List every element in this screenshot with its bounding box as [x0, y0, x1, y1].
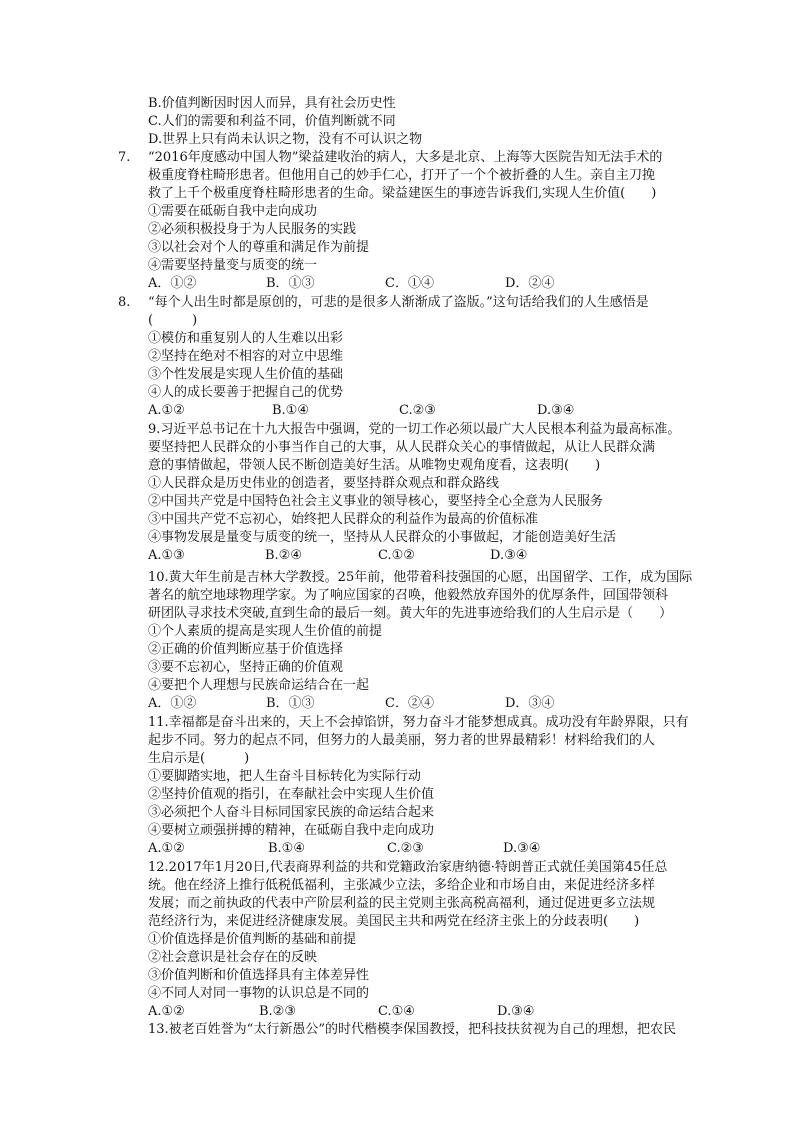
q11-stem-line: 起步不同。努力的起点不同，但努力的人最美丽，努力者的世界最精彩！材料给我们的人 [148, 733, 656, 748]
q9-choice-a: A.①③ [148, 548, 185, 563]
q7-item: ①需要在砥砺自我中走向成功 [148, 204, 318, 219]
q8-item: ①模仿和重复别人的人生难以出彩 [148, 331, 344, 346]
q8-choice-d: D.③④ [537, 403, 575, 418]
q9-stem-line: 9.习近平总书记在十九大报告中强调，党的一切工作必须以最广大人民根本利益为最高标准。 [148, 422, 681, 437]
q7-stem-line: “2016年度感动中国人物”梁益建收治的病人，大多是北京、上海等大医院告知无法手术的 [148, 150, 663, 165]
q6-option-b: B.价值判断因时因人而异，具有社会历史性 [148, 96, 396, 111]
q11-choice-b: B.①④ [268, 841, 305, 856]
q11-item: ②坚持价值观的指引，在奉献社会中实现人生价值 [148, 787, 435, 802]
q10-item: ①个人素质的提高是实现人生价值的前提 [148, 624, 383, 639]
q11-stem-line: 生启示是( ) [148, 751, 250, 766]
q9-choice-d: D.③④ [490, 548, 528, 563]
q9-stem-line: 要坚持把人民群众的小事当作自己的大事，从人民群众关心的事情做起，从让人民群众满 [148, 440, 656, 455]
q8-stem-line: ( ) [148, 313, 198, 328]
q7-choice-d: D．②④ [505, 276, 555, 291]
q8-item: ④人的成长要善于把握自己的优势 [148, 385, 344, 400]
q11-choice-c: C.②③ [387, 841, 424, 856]
q12-choice-b: B.②③ [259, 1004, 296, 1019]
q12-stem-line: 12.2017年1月20日,代表商界利益的共和党籍政治家唐纳德·特朗普正式就任美国第45任总 [148, 860, 668, 875]
q9-stem-line: 意的事情做起，带领人民不断创造美好生活。从唯物史观角度看，这表明( ) [148, 458, 601, 473]
q6-option-c: C.人们的需要和利益不同，价值判断就不同 [148, 114, 396, 129]
q8-number: 8. [118, 295, 131, 310]
q7-choice-a: A．①② [148, 276, 197, 291]
q8-stem-line: “每个人出生时都是原创的，可悲的是很多人渐渐成了盗版。”这句话给我们的人生感悟是 [148, 295, 649, 310]
q7-choice-b: B．①③ [266, 276, 315, 291]
q8-item: ③个性发展是实现人生价值的基础 [148, 367, 344, 382]
q10-choice-a: A．①② [148, 696, 197, 711]
q12-item: ①价值选择是价值判断的基础和前提 [148, 932, 357, 947]
q8-item: ②坚持在绝对不相容的对立中思维 [148, 349, 344, 364]
q12-choice-d: D.③④ [497, 1004, 535, 1019]
q10-stem-line: 研团队寻求技术突破,直到生命的最后一刻。黄大年的先进事迹给我们的人生启示是（ ） [148, 606, 673, 621]
q10-stem-line: 10.黄大年生前是吉林大学教授。25年前，他带着科技强国的心愿，出国留学、工作，成为国际 [148, 570, 693, 585]
q10-stem-line: 著名的航空地球物理学家。为了响应国家的召唤，他毅然放弃国外的优厚条件，回国带领科 [148, 588, 669, 603]
q12-choice-a: A.①② [148, 1004, 185, 1019]
q9-item: ③中国共产党不忘初心，始终把人民群众的利益作为最高的价值标准 [148, 512, 539, 527]
q7-stem-line: 极重度脊柱畸形患者。但他用自己的妙手仁心，打开了一个个被折叠的人生。亲自主刀挽 [148, 168, 656, 183]
q10-item: ②正确的价值判断应基于价值选择 [148, 642, 344, 657]
q7-item: ③以社会对个人的尊重和满足作为前提 [148, 240, 370, 255]
q13-stem-line: 13.被老百姓誉为“太行新愚公”的时代楷模李保国教授，把科技扶贫视为自己的理想，把农民 [148, 1022, 676, 1037]
q9-choice-b: B.②④ [265, 548, 302, 563]
q12-stem-line: 发展；而之前执政的代表中产阶层利益的民主党则主张高税高福利，通过促进更多立法规 [148, 896, 656, 911]
q11-item: ③必须把个人奋斗目标同国家民族的命运结合起来 [148, 805, 435, 820]
q8-choice-b: B.①④ [272, 403, 309, 418]
q7-choice-c: C．①④ [385, 276, 434, 291]
q9-choice-c: C.①② [378, 548, 415, 563]
q10-item: ③要不忘初心，坚持正确的价值观 [148, 660, 344, 675]
q9-item: ④事物发展是量变与质变的统一，坚持从人民群众的小事做起，才能创造美好生活 [148, 530, 617, 545]
q10-choice-d: D．③④ [505, 696, 555, 711]
q12-stem-line: 范经济行为，来促进经济健康发展。美国民主共和两党在经济主张上的分歧表明( ) [148, 914, 640, 929]
q12-item: ④不同人对同一事物的认识总是不同的 [148, 986, 370, 1001]
q8-choice-a: A.①② [148, 403, 185, 418]
q11-item: ④要树立顽强拼搏的精神，在砥砺自我中走向成功 [148, 823, 435, 838]
q12-choice-c: C.①④ [378, 1004, 415, 1019]
q12-item: ③价值判断和价值选择具有主体差异性 [148, 968, 370, 983]
q10-choice-b: B．①③ [266, 696, 315, 711]
q11-item: ①要脚踏实地，把人生奋斗目标转化为实际行动 [148, 769, 422, 784]
q9-item: ①人民群众是历史伟业的创造者，要坚持群众观点和群众路线 [148, 476, 500, 491]
q8-choice-c: C.②③ [399, 403, 436, 418]
q11-choice-d: D.③④ [503, 841, 541, 856]
q7-item: ④需要坚持量变与质变的统一 [148, 258, 318, 273]
q7-item: ②必须积极投身于为人民服务的实践 [148, 222, 357, 237]
q10-choice-c: C．②④ [385, 696, 434, 711]
q11-choice-a: A.①② [148, 841, 185, 856]
q11-stem-line: 11.幸福都是奋斗出来的，天上不会掉馅饼，努力奋斗才能梦想成真。成功没有年龄界限，只有 [148, 715, 689, 730]
q10-item: ④要把个人理想与民族命运结合在一起 [148, 678, 370, 693]
q9-item: ②中国共产党是中国特色社会主义事业的领导核心，要坚持全心全意为人民服务 [148, 494, 604, 509]
q12-item: ②社会意识是社会存在的反映 [148, 950, 318, 965]
q7-number: 7. [118, 150, 131, 165]
q6-option-d: D.世界上只有尚未认识之物，没有不可认识之物 [148, 132, 423, 147]
q7-stem-line: 救了上千个极重度脊柱畸形患者的生命。梁益建医生的事迹告诉我们,实现人生价值( ) [148, 186, 657, 201]
q12-stem-line: 统。他在经济上推行低税低福利，主张减少立法，多给企业和市场自由，来促进经济多样 [148, 878, 656, 893]
